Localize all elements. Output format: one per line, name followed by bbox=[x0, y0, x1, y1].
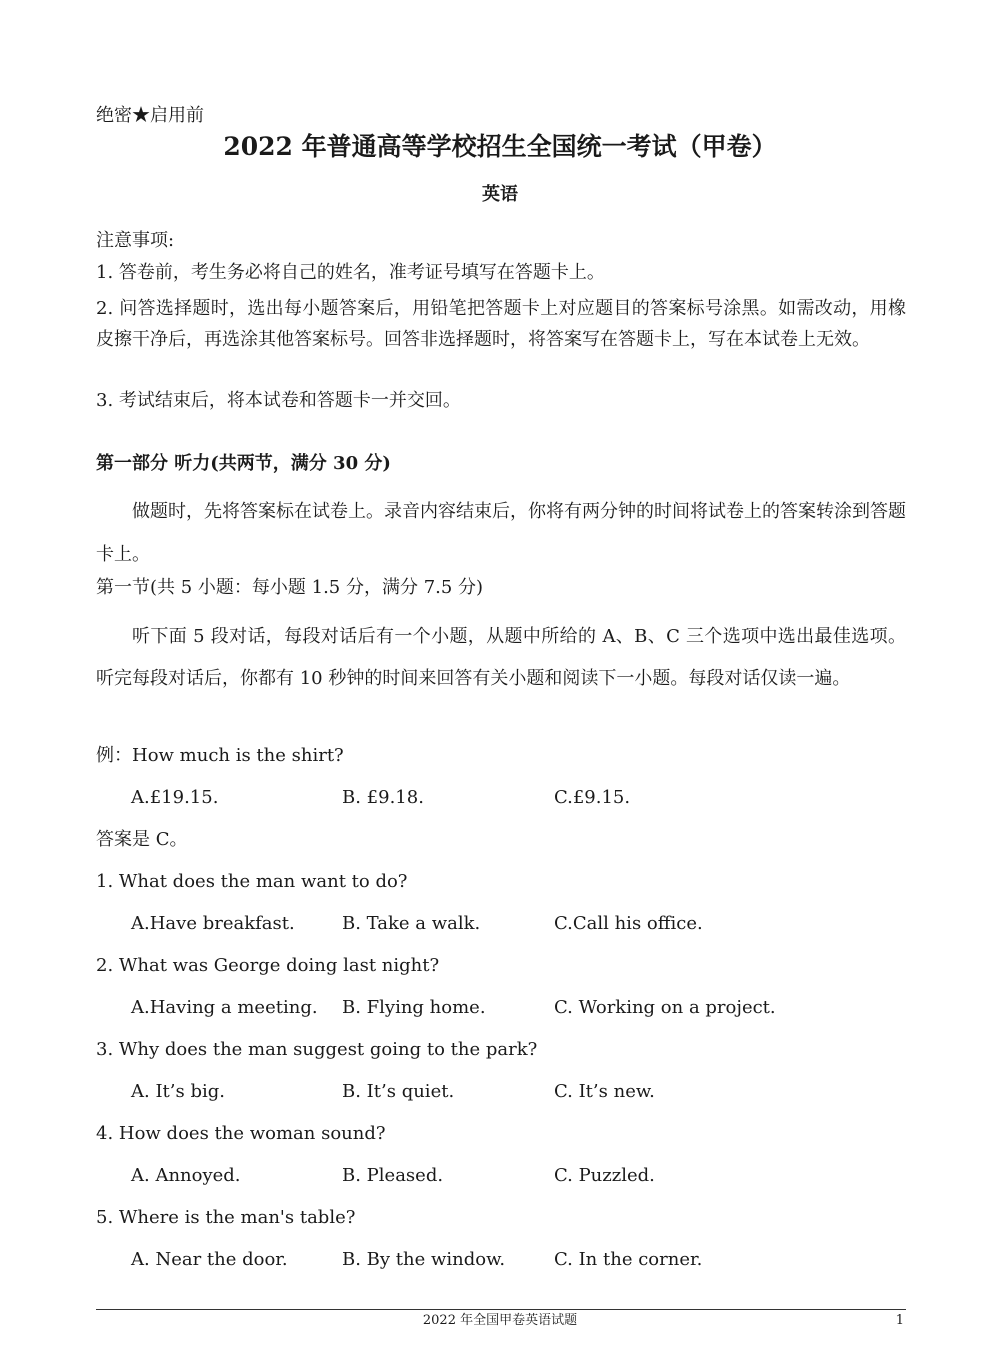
question-5-option-b: B. By the window. bbox=[342, 1249, 506, 1270]
subject-title: 英语 bbox=[482, 184, 518, 205]
part1-instruction: 做题时，先将答案标在试卷上。录音内容结束后，你将有两分钟的时间将试卷上的答案转涂到答题卡上。 bbox=[96, 501, 906, 565]
exam-title: 2022 年普通高等学校招生全国统一考试（甲卷） bbox=[223, 132, 777, 161]
question-1-option-c: C.Call his office. bbox=[554, 913, 703, 934]
question-4: 4. How does the woman sound? bbox=[96, 1123, 386, 1144]
question-3-option-b: B. It’s quiet. bbox=[342, 1081, 455, 1102]
question-3-option-a: A. It’s big. bbox=[131, 1081, 225, 1102]
question-5: 5. Where is the man's table? bbox=[96, 1207, 356, 1228]
question-1-option-a: A.Have breakfast. bbox=[131, 913, 295, 934]
footer-title: 2022 年全国甲卷英语试题 bbox=[422, 1313, 578, 1328]
question-1: 1. What does the man want to do? bbox=[96, 871, 408, 892]
example-option-c: C.£9.15. bbox=[554, 787, 631, 808]
example-answer: 答案是 C。 bbox=[96, 829, 188, 850]
notice-heading: 注意事项: bbox=[96, 230, 175, 251]
section1-heading: 第一节(共 5 小题：每小题 1.5 分，满分 7.5 分) bbox=[96, 577, 484, 598]
part1-heading: 第一部分 听力(共两节，满分 30 分) bbox=[96, 453, 391, 474]
question-2: 2. What was George doing last night? bbox=[96, 955, 440, 976]
footer-divider bbox=[96, 1309, 906, 1310]
page-number: 1 bbox=[895, 1313, 904, 1328]
notice-item-3: 3. 考试结束后，将本试卷和答题卡一并交回。 bbox=[96, 390, 461, 411]
question-4-option-c: C. Puzzled. bbox=[554, 1165, 655, 1186]
question-5-option-c: C. In the corner. bbox=[554, 1249, 703, 1270]
question-1-option-b: B. Take a walk. bbox=[342, 913, 481, 934]
question-2-option-a: A.Having a meeting. bbox=[131, 997, 318, 1018]
section1-instruction: 听下面 5 段对话，每段对话后有一个小题，从题中所给的 A、B、C 三个选项中选出最佳选项。听完每段对话后，你都有 10 秒钟的时间来回答有关小题和阅读下一小题。每段对话仅读一遍。 bbox=[96, 626, 906, 689]
example-option-a: A.£19.15. bbox=[131, 787, 219, 808]
confidential-label: 绝密★启用前 bbox=[96, 105, 204, 126]
question-4-option-b: B. Pleased. bbox=[342, 1165, 444, 1186]
question-4-option-a: A. Annoyed. bbox=[131, 1165, 241, 1186]
example-option-b: B. £9.18. bbox=[342, 787, 424, 808]
question-3-option-c: C. It’s new. bbox=[554, 1081, 655, 1102]
example-question: 例：How much is the shirt? bbox=[96, 745, 344, 766]
question-2-option-b: B. Flying home. bbox=[342, 997, 486, 1018]
notice-item-1: 1. 答卷前，考生务必将自己的姓名，准考证号填写在答题卡上。 bbox=[96, 262, 605, 283]
question-3: 3. Why does the man suggest going to the park? bbox=[96, 1039, 538, 1060]
question-2-option-c: C. Working on a project. bbox=[554, 997, 776, 1018]
notice-item-2: 2. 问答选择题时，选出每小题答案后，用铅笔把答题卡上对应题目的答案标号涂黑。如需改动，用橡皮擦干净后，再选涂其他答案标号。回答非选择题时，将答案写在答题卡上，写在本试卷上无效。 bbox=[96, 298, 906, 350]
question-5-option-a: A. Near the door. bbox=[131, 1249, 288, 1270]
